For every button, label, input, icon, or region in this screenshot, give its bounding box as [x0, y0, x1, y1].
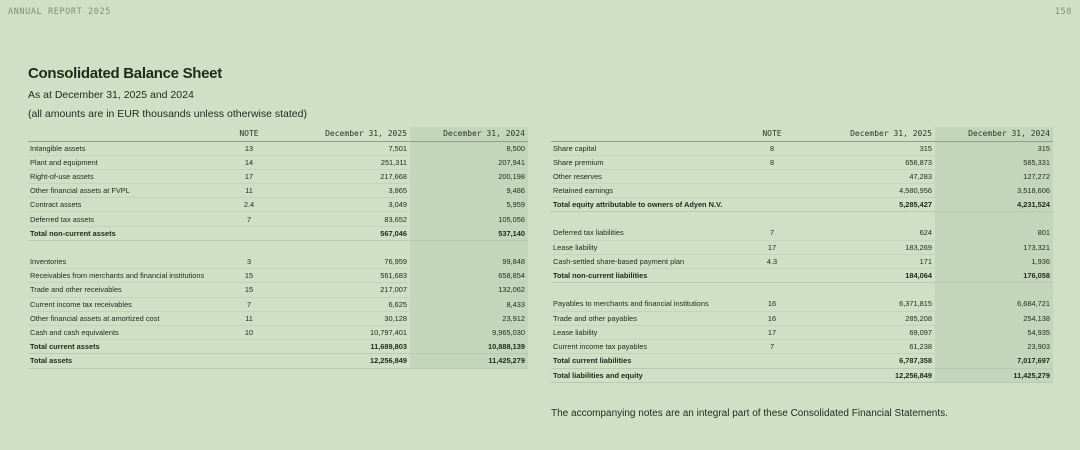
value-2025: 76,959: [285, 255, 410, 269]
row-note: 15: [213, 269, 285, 283]
row-label: Receivables from merchants and financial institutions: [28, 269, 213, 283]
value-2024: 585,331: [935, 155, 1053, 169]
row-note: 8: [736, 141, 808, 155]
value-2024: 127,272: [935, 169, 1053, 183]
row-label: Deferred tax liabilities: [551, 226, 736, 240]
value-2025: 217,007: [285, 283, 410, 297]
value-2024: 5,959: [410, 198, 528, 212]
row-label: Current income tax receivables: [28, 297, 213, 311]
row-note: 14: [213, 155, 285, 169]
table-row: [28, 198, 528, 212]
value-2025: 183,269: [808, 240, 935, 254]
value-2025: 11,689,803: [285, 340, 410, 354]
value-2025: 561,683: [285, 269, 410, 283]
row-note: 13: [213, 141, 285, 155]
row-label: Plant and equipment: [28, 155, 213, 169]
value-2025: 251,311: [285, 155, 410, 169]
value-2024: 105,056: [410, 212, 528, 226]
table-row: [551, 325, 1053, 339]
value-2024: 200,198: [410, 169, 528, 183]
row-label: Retained earnings: [551, 184, 736, 198]
value-2024: 132,062: [410, 283, 528, 297]
value-2024: 173,321: [935, 240, 1053, 254]
row-note: [736, 368, 808, 382]
row-label: Trade and other payables: [551, 311, 736, 325]
row-note: 10: [213, 325, 285, 339]
total-row: [551, 269, 1053, 283]
table-row: [551, 255, 1053, 269]
spacer-cell: [808, 212, 935, 226]
spacer-row: [551, 283, 1053, 297]
value-2025: 7,501: [285, 141, 410, 155]
total-row: [28, 354, 528, 368]
value-2024: 99,848: [410, 255, 528, 269]
table-row: [551, 155, 1053, 169]
spacer-cell: [808, 283, 935, 297]
row-note: 7: [213, 297, 285, 311]
row-note: [213, 226, 285, 240]
value-2024: 23,912: [410, 311, 528, 325]
row-note: 11: [213, 184, 285, 198]
value-2024: 10,888,139: [410, 340, 528, 354]
total-row: [551, 368, 1053, 382]
year-2025-header: December 31, 2025: [808, 127, 935, 141]
row-note: [736, 169, 808, 183]
value-2025: 171: [808, 255, 935, 269]
value-2025: 4,580,956: [808, 184, 935, 198]
value-2024: 176,058: [935, 269, 1053, 283]
liabilities-body: [551, 141, 1053, 382]
table-row: [551, 340, 1053, 354]
table-row: [551, 311, 1053, 325]
row-note: 17: [213, 169, 285, 183]
table-row: [551, 184, 1053, 198]
assets-table: [28, 127, 528, 369]
value-2025: 12,256,849: [808, 368, 935, 382]
row-note: 16: [736, 311, 808, 325]
spacer-cell: [935, 283, 1053, 297]
note-header: NOTE: [213, 127, 285, 141]
value-2024: 1,936: [935, 255, 1053, 269]
row-label: Intangible assets: [28, 141, 213, 155]
row-label: Lease liability: [551, 240, 736, 254]
table-row: [551, 141, 1053, 155]
value-2024: 7,017,697: [935, 354, 1053, 368]
row-label: Trade and other receivables: [28, 283, 213, 297]
value-2025: 184,064: [808, 269, 935, 283]
value-2025: 285,208: [808, 311, 935, 325]
spacer-cell: [551, 212, 736, 226]
row-note: [736, 198, 808, 212]
table-row: [551, 297, 1053, 311]
row-note: 2.4: [213, 198, 285, 212]
row-label: Total current assets: [28, 340, 213, 354]
page-subtitle: As at December 31, 2025 and 2024: [28, 89, 194, 101]
value-2024: 6,684,721: [935, 297, 1053, 311]
table-row: [28, 255, 528, 269]
row-label: Total current liabilities: [551, 354, 736, 368]
row-label: Cash-settled share-based payment plan: [551, 255, 736, 269]
row-label: Total non-current liabilities: [551, 269, 736, 283]
value-2025: 10,797,401: [285, 325, 410, 339]
row-label: Lease liability: [551, 325, 736, 339]
row-label: Other reserves: [551, 169, 736, 183]
row-label: Share premium: [551, 155, 736, 169]
value-2025: 47,283: [808, 169, 935, 183]
table-row: [28, 141, 528, 155]
table-row: [551, 169, 1053, 183]
footer-note: The accompanying notes are an integral part of these Consolidated Financial Statements.: [551, 408, 948, 419]
spacer-cell: [410, 240, 528, 254]
running-header: ANNUAL REPORT 2025: [8, 7, 111, 17]
label-header: [28, 127, 213, 141]
value-2024: 207,941: [410, 155, 528, 169]
row-label: Total non-current assets: [28, 226, 213, 240]
table-row: [28, 269, 528, 283]
row-label: Cash and cash equivalents: [28, 325, 213, 339]
value-2025: 3,865: [285, 184, 410, 198]
spacer-cell: [935, 212, 1053, 226]
value-2025: 6,787,358: [808, 354, 935, 368]
value-2025: 3,049: [285, 198, 410, 212]
row-note: [736, 354, 808, 368]
value-2025: 624: [808, 226, 935, 240]
table-row: [28, 169, 528, 183]
total-row: [28, 340, 528, 354]
value-2025: 5,285,427: [808, 198, 935, 212]
value-2025: 315: [808, 141, 935, 155]
table-row: [28, 297, 528, 311]
row-note: 8: [736, 155, 808, 169]
value-2024: 23,903: [935, 340, 1053, 354]
table-row: [28, 212, 528, 226]
row-label: Right-of-use assets: [28, 169, 213, 183]
value-2024: 8,433: [410, 297, 528, 311]
table-row: [28, 311, 528, 325]
value-2025: 567,046: [285, 226, 410, 240]
row-note: 11: [213, 311, 285, 325]
row-note: 17: [736, 240, 808, 254]
assets-body: [28, 141, 528, 368]
spacer-cell: [28, 240, 213, 254]
spacer-row: [551, 212, 1053, 226]
table-row: [551, 240, 1053, 254]
row-label: Total equity attributable to owners of Adyen N.V.: [551, 198, 736, 212]
row-note: 7: [213, 212, 285, 226]
row-note: [736, 269, 808, 283]
value-2024: 254,138: [935, 311, 1053, 325]
row-note: 17: [736, 325, 808, 339]
spacer-cell: [213, 240, 285, 254]
row-label: Contract assets: [28, 198, 213, 212]
value-2025: 217,668: [285, 169, 410, 183]
assets-header-row: [28, 127, 528, 141]
row-label: Current income tax payables: [551, 340, 736, 354]
row-label: Payables to merchants and financial institutions: [551, 297, 736, 311]
row-note: [736, 184, 808, 198]
row-note: 16: [736, 297, 808, 311]
value-2024: 11,425,279: [410, 354, 528, 368]
row-label: Share capital: [551, 141, 736, 155]
value-2025: 83,652: [285, 212, 410, 226]
row-label: Inventories: [28, 255, 213, 269]
value-2025: 12,256,849: [285, 354, 410, 368]
value-2024: 315: [935, 141, 1053, 155]
value-2024: 9,965,030: [410, 325, 528, 339]
spacer-cell: [736, 212, 808, 226]
spacer-row: [28, 240, 528, 254]
spacer-cell: [551, 283, 736, 297]
row-note: 3: [213, 255, 285, 269]
row-label: Total assets: [28, 354, 213, 368]
page-title: Consolidated Balance Sheet: [28, 65, 222, 82]
value-2024: 4,231,524: [935, 198, 1053, 212]
table-row: [28, 155, 528, 169]
value-2025: 69,097: [808, 325, 935, 339]
spacer-cell: [736, 283, 808, 297]
row-label: Total liabilities and equity: [551, 368, 736, 382]
year-2024-header: December 31, 2024: [410, 127, 528, 141]
value-2024: 801: [935, 226, 1053, 240]
total-row: [551, 354, 1053, 368]
table-row: [28, 325, 528, 339]
year-2025-header: December 31, 2025: [285, 127, 410, 141]
row-note: [213, 354, 285, 368]
row-note: [213, 340, 285, 354]
value-2025: 6,625: [285, 297, 410, 311]
value-2025: 61,238: [808, 340, 935, 354]
value-2024: 3,518,606: [935, 184, 1053, 198]
value-2024: 9,486: [410, 184, 528, 198]
year-2024-header: December 31, 2024: [935, 127, 1053, 141]
note-header: NOTE: [736, 127, 808, 141]
table-row: [28, 184, 528, 198]
total-row: [28, 226, 528, 240]
value-2025: 30,128: [285, 311, 410, 325]
table-row: [551, 226, 1053, 240]
units-note: (all amounts are in EUR thousands unless otherwise stated): [28, 108, 307, 120]
table-row: [28, 283, 528, 297]
row-note: 15: [213, 283, 285, 297]
spacer-cell: [285, 240, 410, 254]
liabilities-equity-table: [551, 127, 1053, 383]
label-header: [551, 127, 736, 141]
value-2024: 11,425,279: [935, 368, 1053, 382]
row-label: Other financial assets at amortized cost: [28, 311, 213, 325]
liabilities-header-row: [551, 127, 1053, 141]
value-2024: 8,500: [410, 141, 528, 155]
total-row: [551, 198, 1053, 212]
value-2024: 658,854: [410, 269, 528, 283]
value-2024: 537,140: [410, 226, 528, 240]
value-2025: 656,873: [808, 155, 935, 169]
value-2024: 54,935: [935, 325, 1053, 339]
row-label: Other financial assets at FVPL: [28, 184, 213, 198]
row-note: 7: [736, 226, 808, 240]
row-label: Deferred tax assets: [28, 212, 213, 226]
row-note: 4.3: [736, 255, 808, 269]
value-2025: 6,371,815: [808, 297, 935, 311]
page-number: 158: [1054, 7, 1072, 17]
row-note: 7: [736, 340, 808, 354]
